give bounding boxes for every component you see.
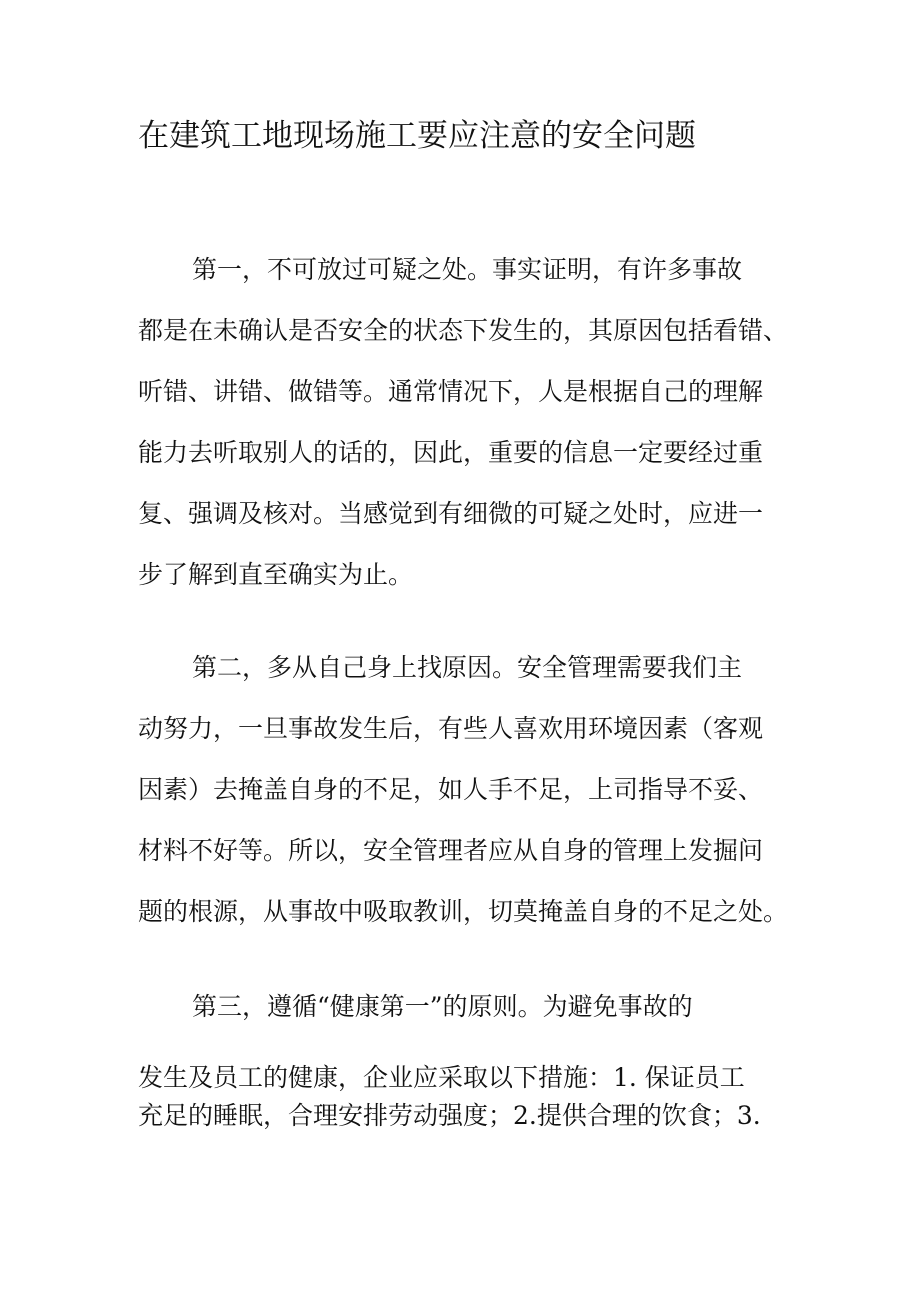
paragraph-2-line-4: 材料不好等。所以，安全管理者应从自身的管理上发掘问	[138, 836, 764, 865]
paragraph-3-line-3: 充足的睡眠，合理安排劳动强度；2.提供合理的饮食；3.	[138, 1101, 761, 1130]
paragraph-3-line-1: 第三，遵循“健康第一”的原则。为避免事故的	[192, 992, 693, 1021]
paragraph-1-line-4: 能力去听取别人的话的，因此，重要的信息一定要经过重	[138, 438, 764, 467]
paragraph-1-line-1: 第一，不可放过可疑之处。事实证明，有许多事故	[192, 255, 743, 284]
paragraph-3-line-2: 发生及员工的健康，企业应采取以下措施：1. 保证员工	[138, 1063, 745, 1092]
paragraph-1-line-3: 听错、讲错、做错等。通常情况下，人是根据自己的理解	[138, 377, 764, 406]
paragraph-1-line-2: 都是在未确认是否安全的状态下发生的，其原因包括看错、	[138, 316, 789, 345]
paragraph-2-line-3: 因素）去掩盖自身的不足，如人手不足，上司指导不妥、	[138, 775, 764, 804]
paragraph-1-line-5: 复、强调及核对。当感觉到有细微的可疑之处时，应进一	[138, 499, 764, 528]
document-title: 在建筑工地现场施工要应注意的安全问题	[138, 118, 696, 154]
paragraph-2-line-1: 第二，多从自己身上找原因。安全管理需要我们主	[192, 653, 743, 682]
paragraph-1-line-6: 步了解到直至确实为止。	[138, 560, 414, 589]
paragraph-2-line-2: 动努力，一旦事故发生后，有些人喜欢用环境因素（客观	[138, 714, 764, 743]
paragraph-2-line-5: 题的根源，从事故中吸取教训，切莫掩盖自身的不足之处。	[138, 897, 789, 926]
